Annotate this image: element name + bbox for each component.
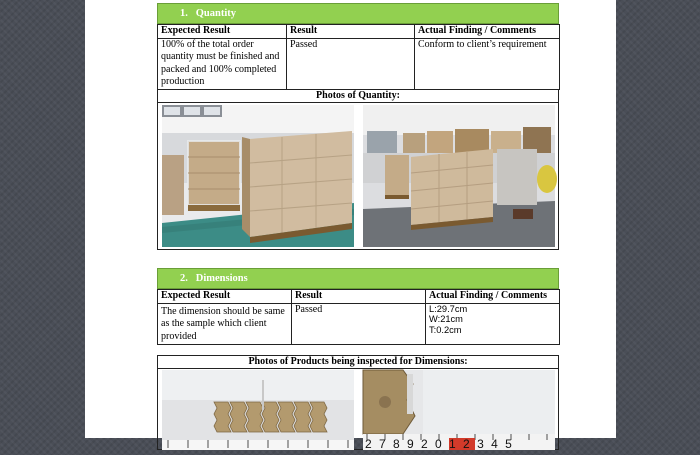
dimension-photos-section	[157, 355, 559, 450]
quantity-photos	[157, 103, 559, 250]
dimension-photos	[157, 369, 559, 450]
quantity-table	[157, 24, 560, 90]
section-title: Dimensions	[195, 273, 248, 284]
ruler-digits: 2 7 8 9 2 0 1 2 3 4 5	[365, 437, 514, 451]
expected-cell: 100% of the total order quantity must be finished and packed and 100% completed production	[158, 38, 287, 89]
col-header: Expected Result	[158, 25, 287, 39]
photos-title: Photos of Quantity:	[157, 90, 559, 103]
table-row	[158, 303, 560, 344]
comments-cell	[426, 303, 560, 344]
section-title: Quantity	[195, 8, 237, 19]
section-number: 1.	[180, 8, 188, 19]
dimensions-table	[157, 289, 560, 345]
col-header: Actual Finding / Comments	[426, 290, 560, 304]
result-cell: Passed	[287, 38, 415, 89]
table-header-row	[158, 290, 560, 304]
quantity-section	[157, 3, 559, 250]
thickness-value: T:0.2cm	[429, 324, 462, 335]
section-number: 2.	[180, 273, 188, 284]
section-header	[157, 268, 559, 289]
result-cell: Passed	[292, 303, 426, 344]
comments-cell: Conform to client’s requirement	[415, 38, 560, 89]
warehouse-photo-1	[162, 105, 354, 247]
dimensions-section	[157, 268, 559, 345]
product-photo-1	[162, 370, 354, 450]
expected-cell: The dimension should be same as the sample which client provided	[158, 303, 292, 344]
col-header: Actual Finding / Comments	[415, 25, 560, 39]
col-header: Result	[292, 290, 426, 304]
warehouse-photo-2	[363, 105, 555, 247]
width-value: W:21cm	[429, 314, 463, 324]
col-header: Result	[287, 25, 415, 39]
product-photo-2	[363, 370, 555, 450]
photos-title: Photos of Products being inspected for Dimensions:	[157, 355, 559, 369]
col-header: Expected Result	[158, 290, 292, 304]
table-header-row	[158, 25, 560, 39]
report-page	[85, 0, 616, 451]
section-header	[157, 3, 559, 24]
length-value: L:29.7cm	[429, 303, 468, 314]
table-row	[158, 38, 560, 89]
